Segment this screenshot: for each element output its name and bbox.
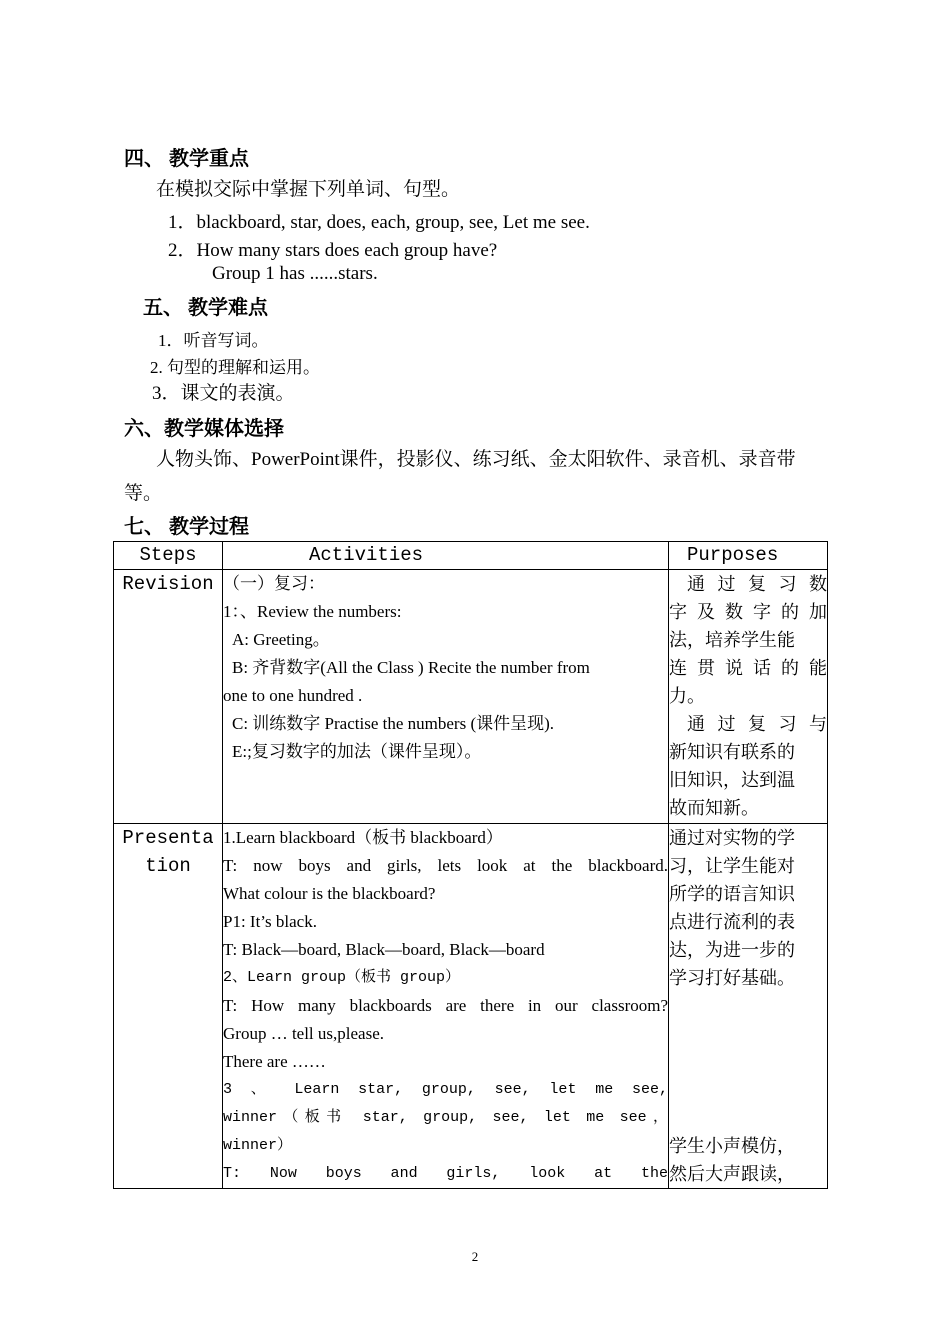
section-5-item-1: 1．听音写词。: [158, 331, 269, 350]
activity-line: winner（板书 star, group, see, let me see，: [223, 1109, 668, 1126]
activity-line: There are ……: [223, 1052, 326, 1071]
activity-line: 1.Learn blackboard（板书 blackboard）: [223, 828, 503, 847]
activities-presentation: [223, 824, 669, 1189]
activity-line: B: 齐背数字(All the Class ) Recite the number from: [232, 658, 590, 677]
purpose-line: 新知识有联系的: [669, 742, 795, 762]
purpose-line: 然后大声跟读，: [669, 1164, 795, 1184]
teaching-process-table: [113, 541, 828, 1189]
activity-line: T: Black—board, Black—board, Black—board: [223, 940, 545, 959]
section-5-item-3: 3．课文的表演。: [152, 383, 295, 404]
step-revision: Revision: [114, 570, 223, 824]
section-6-media-line-2: 等。: [124, 483, 163, 504]
page-number: 2: [471, 1249, 479, 1264]
purpose-line: 所学的语言知识: [669, 884, 795, 904]
activity-line: winner）: [223, 1137, 293, 1154]
header-purposes: Purposes: [669, 542, 828, 570]
purpose-line: 法，培养学生能: [669, 630, 795, 650]
purpose-line: 连贯说话的能: [669, 658, 827, 678]
purpose-line: 通过对实物的学: [669, 828, 795, 848]
section-5-item-2: 2. 句型的理解和运用。: [150, 358, 320, 377]
section-7-title: 七、 教学过程: [124, 516, 249, 538]
header-steps: Steps: [114, 542, 223, 570]
table-header-row: [114, 542, 828, 570]
activity-line: C: 训练数字 Practise the numbers (课件呈现).: [232, 714, 555, 733]
purpose-line: 字及数字的加: [669, 602, 827, 622]
purpose-line: 学生小声模仿，: [669, 1136, 795, 1156]
activity-line: P1: It’s black.: [223, 912, 317, 931]
activity-line: 2、Learn group（板书 group）: [223, 969, 461, 986]
activity-line: T: Now boys and girls, look at the: [223, 1165, 668, 1182]
table-row-revision: [114, 570, 828, 824]
purpose-line: 达，为进一步的: [669, 940, 795, 960]
activity-line: T: now boys and girls, lets look at the blackboard.: [223, 856, 668, 875]
purpose-revision: [669, 570, 828, 824]
activity-line: （一）复习：: [223, 574, 325, 593]
activity-line: one to one hundred .: [223, 686, 363, 705]
section-6-title: 六、教学媒体选择: [124, 418, 284, 440]
activities-revision: [223, 570, 669, 824]
activity-line: What colour is the blackboard?: [223, 884, 436, 903]
purpose-presentation: [669, 824, 828, 1189]
activity-line: T: How many blackboards are there in our classroom?: [223, 996, 668, 1015]
section-4-title: 四、 教学重点: [124, 148, 249, 170]
step-presentation-line-1: Presenta: [122, 827, 214, 849]
purpose-line: 故而知新。: [669, 798, 759, 818]
section-5-title: 五、 教学难点: [143, 297, 268, 319]
activity-line: Group … tell us,please.: [223, 1024, 384, 1043]
activity-line: 3 、 Learn star, group, see, let me see,: [223, 1081, 668, 1098]
table-row-presentation: [114, 824, 828, 1189]
activity-line: 1：、Review the numbers:: [223, 602, 402, 621]
section-4-item-1: 1．blackboard, star, does, each, group, see, Let me see.: [168, 212, 590, 233]
purpose-line: 通过复习与: [687, 714, 827, 734]
step-presentation-line-2: tion: [145, 855, 191, 877]
activity-line: A: Greeting。: [232, 630, 330, 649]
step-presentation: [114, 824, 223, 1189]
section-4-item-2: 2．How many stars does each group have?: [168, 240, 498, 261]
section-4-intro: 在模拟交际中掌握下列单词、句型。: [156, 179, 461, 200]
section-4-item-2-example: Group 1 has ......stars.: [212, 263, 378, 284]
purpose-line: 旧知识，达到温: [669, 770, 795, 790]
activity-line: E:;复习数字的加法（课件呈现）。: [232, 742, 482, 761]
section-6-media-line-1: 人物头饰、PowerPoint课件，投影仪、练习纸、金太阳软件、录音机、录音带: [156, 449, 796, 470]
purpose-line: 习，让学生能对: [669, 856, 795, 876]
header-activities: Activities: [223, 542, 669, 570]
purpose-line: 点进行流利的表: [669, 912, 795, 932]
purpose-line: 力。: [669, 686, 705, 706]
purpose-line: 通过复习数: [687, 574, 827, 594]
purpose-line: 学习打好基础。: [669, 968, 795, 988]
